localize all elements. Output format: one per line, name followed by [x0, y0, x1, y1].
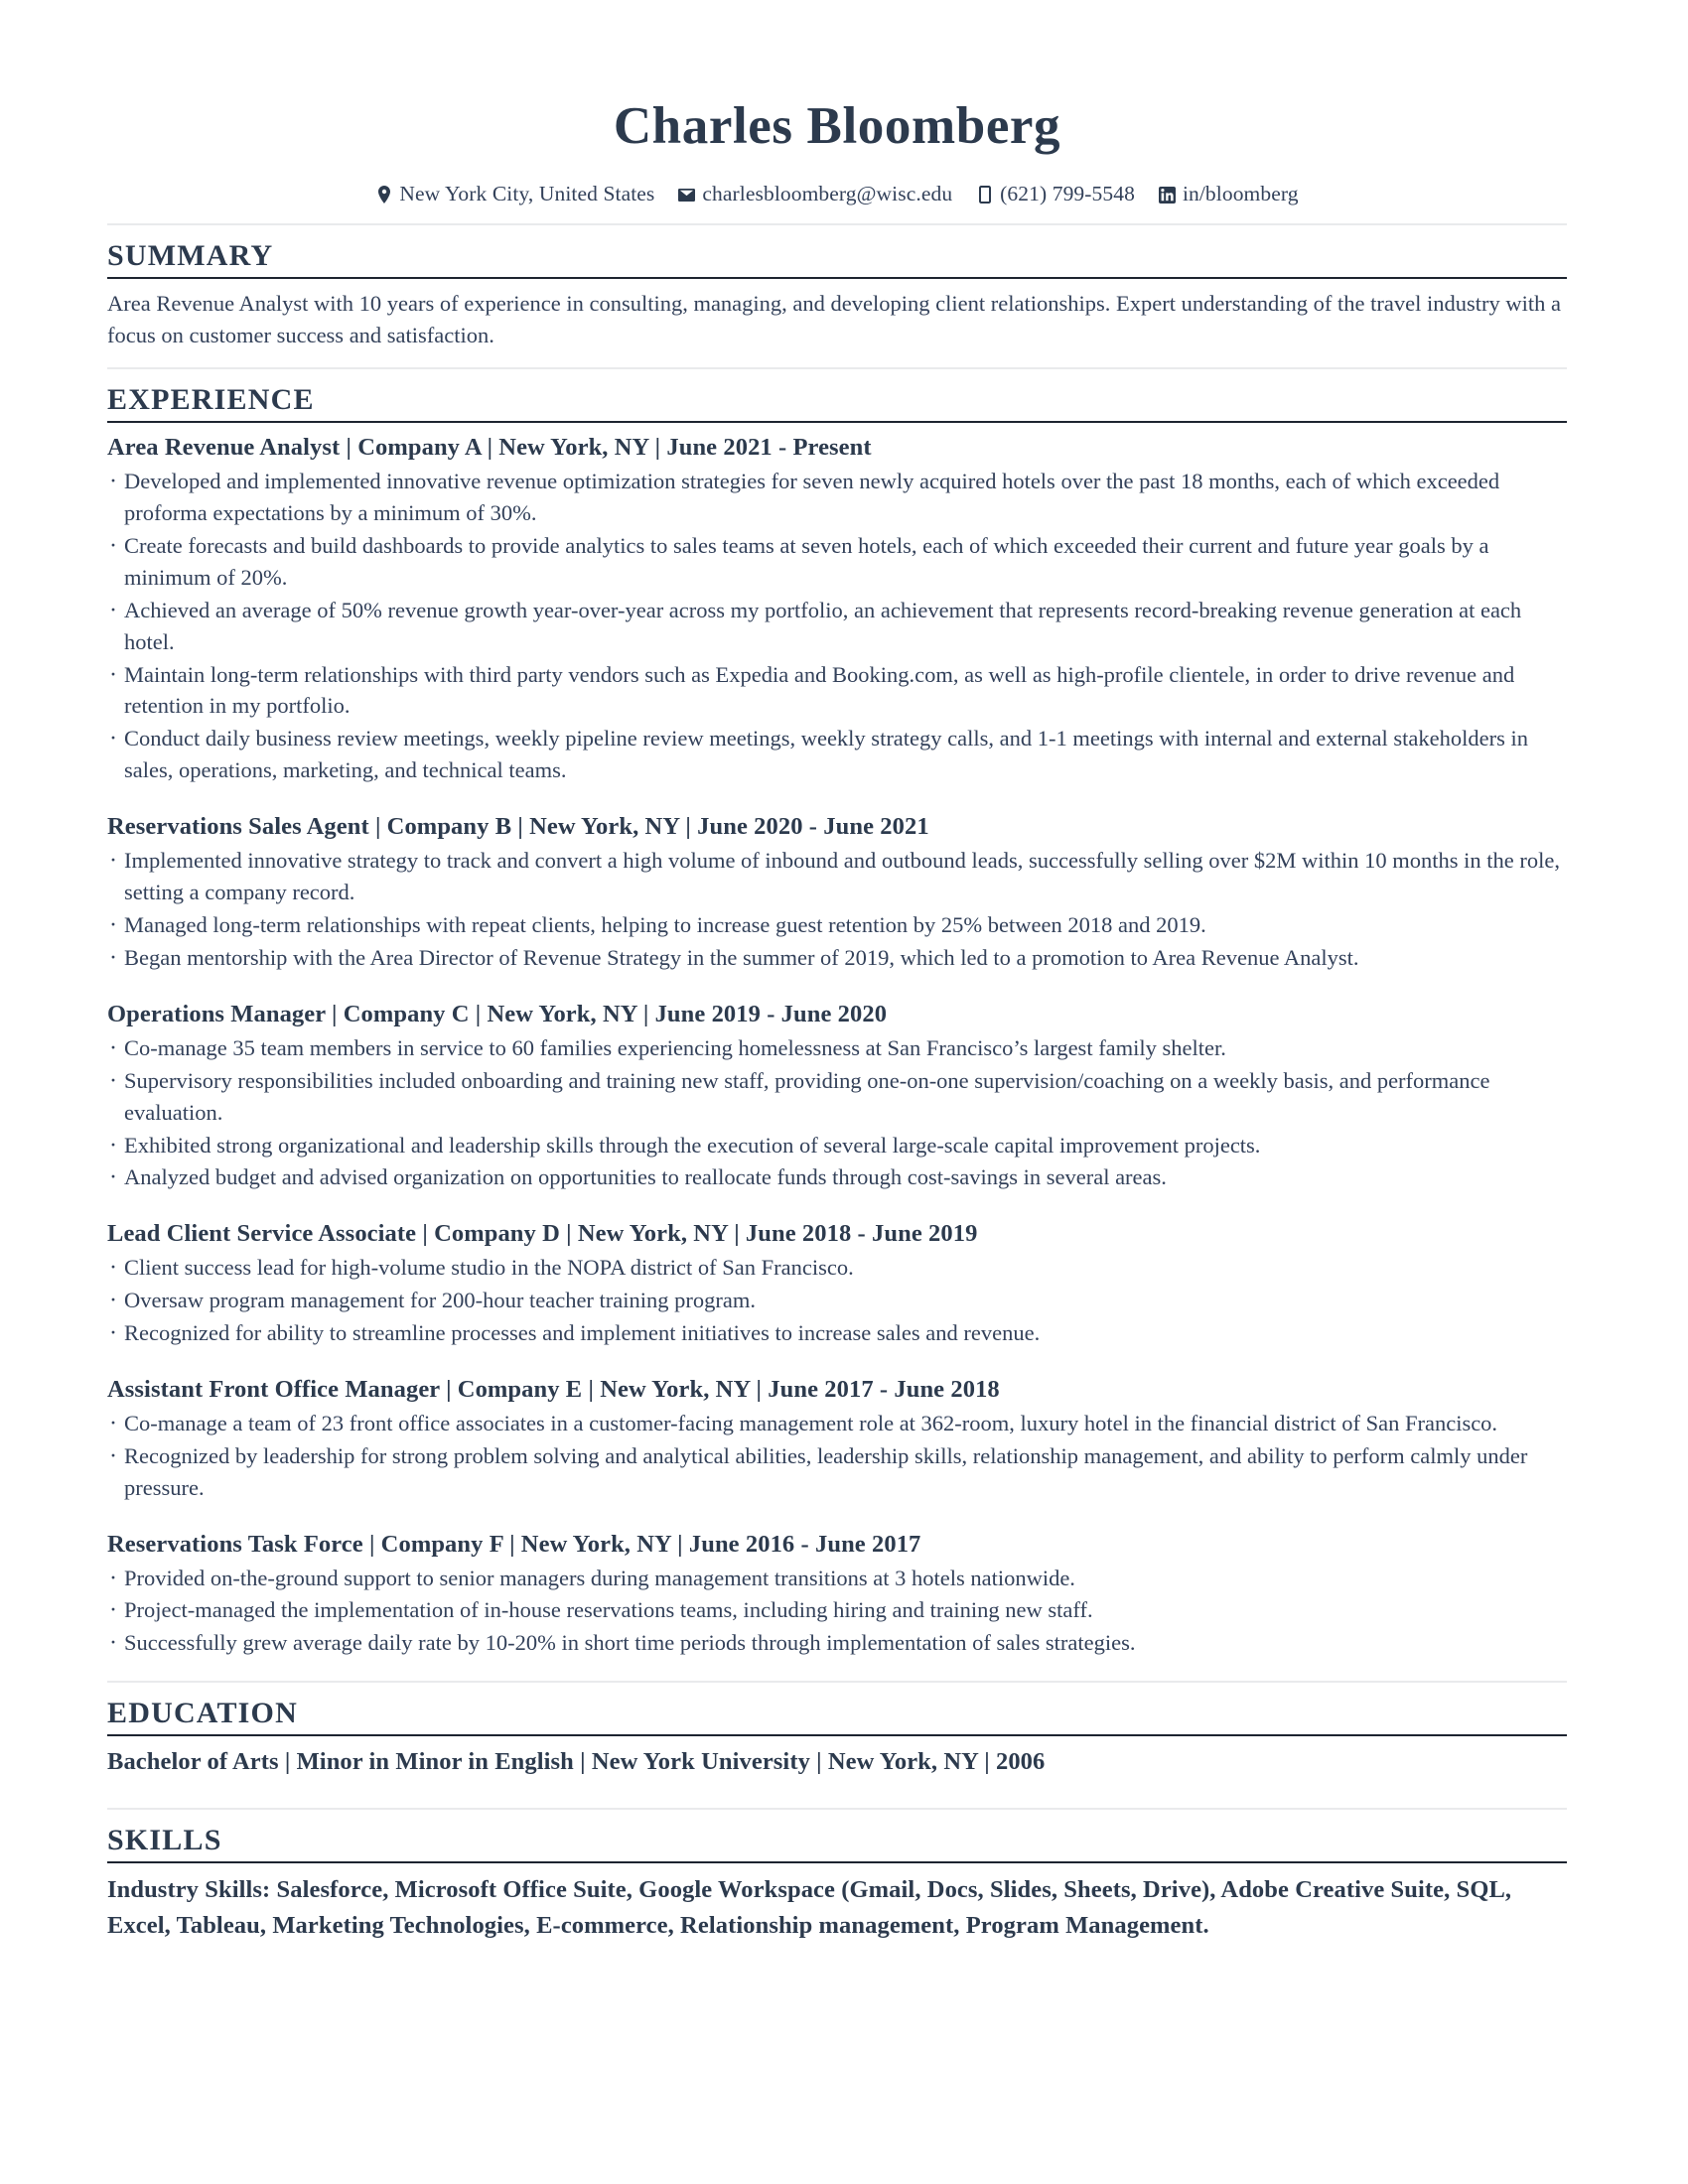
job-bullet: · Recognized by leadership for strong problem solving and analytical abilities, leadership skills, relationship management, and ability to perform calmly under pressure.	[107, 1440, 1567, 1504]
job-bullet-list	[107, 1408, 1567, 1504]
job-bullet: · Create forecasts and build dashboards to provide analytics to sales teams at seven hotels, each of which exceeded their current and future year goals by a minimum of 20%.	[107, 530, 1567, 594]
contact-email	[678, 182, 952, 207]
experience-entry	[107, 811, 1567, 974]
job-bullet: · Analyzed budget and advised organization on opportunities to reallocate funds through cost-savings in several areas.	[107, 1161, 1567, 1193]
job-bullet: · Successfully grew average daily rate by 10-20% in short time periods through implementation of sales strategies.	[107, 1627, 1567, 1659]
section-top-divider	[107, 367, 1567, 369]
contact-linkedin-text: in/bloomberg	[1182, 182, 1299, 206]
job-bullet: · Supervisory responsibilities included onboarding and training new staff, providing one-on-one supervision/coaching on a weekly basis, and performance evaluation.	[107, 1065, 1567, 1129]
page-title: Charles Bloomberg	[613, 97, 1061, 155]
job-bullet: · Began mentorship with the Area Director of Revenue Strategy in the summer of 2019, which led to a promotion to Area Revenue Analyst.	[107, 942, 1567, 974]
job-heading: Assistant Front Office Manager | Company E | New York, NY | June 2017 - June 2018	[107, 1376, 1000, 1404]
section-experience	[107, 367, 1567, 1659]
job-bullet-list	[107, 1252, 1567, 1349]
contact-row	[107, 182, 1567, 207]
experience-entry	[107, 1374, 1567, 1504]
job-bullet-list	[107, 466, 1567, 786]
mobile-phone-icon	[976, 186, 993, 205]
section-skills	[107, 1808, 1567, 1944]
job-bullet: · Managed long-term relationships with repeat clients, helping to increase guest retention by 25% between 2018 and 2019.	[107, 909, 1567, 941]
job-bullet: · Conduct daily business review meetings, weekly pipeline review meetings, weekly strategy calls, and 1-1 meetings with internal and external stakeholders in sales, operations, marketing, and technical teams.	[107, 723, 1567, 786]
skills-text: Industry Skills: Salesforce, Microsoft Office Suite, Google Workspace (Gmail, Docs, Slides, Sheets, Drive), Adobe Creative Suite, SQL, Excel, Tableau, Marketing Technologies, E-commerce, Relationship management, Program Management.	[107, 1876, 1512, 1940]
education-entry: Bachelor of Arts | Minor in Minor in English | New York University | New York, NY | 2006	[107, 1748, 1046, 1776]
section-title-education: EDUCATION	[107, 1697, 298, 1730]
job-bullet: · Provided on-the-ground support to senior managers during management transitions at 3 hotels nationwide.	[107, 1563, 1567, 1594]
section-title-experience: EXPERIENCE	[107, 383, 315, 417]
job-bullet-list	[107, 1032, 1567, 1194]
job-heading: Reservations Sales Agent | Company B | New York, NY | June 2020 - June 2021	[107, 813, 929, 841]
section-top-divider	[107, 223, 1567, 225]
experience-entry	[107, 1529, 1567, 1660]
job-bullet: · Achieved an average of 50% revenue growth year-over-year across my portfolio, an achievement that represents record-breaking revenue generation at each hotel.	[107, 595, 1567, 658]
job-bullet: · Recognized for ability to streamline processes and implement initiatives to increase sales and revenue.	[107, 1317, 1567, 1349]
contact-location-text: New York City, United States	[399, 182, 655, 206]
job-bullet: · Oversaw program management for 200-hour teacher training program.	[107, 1285, 1567, 1316]
location-pin-icon	[375, 186, 392, 205]
experience-entry	[107, 999, 1567, 1194]
job-heading: Lead Client Service Associate | Company D | New York, NY | June 2018 - June 2019	[107, 1220, 978, 1248]
job-bullet: · Developed and implemented innovative revenue optimization strategies for seven newly acquired hotels over the past 18 months, each of which exceeded proforma expectations by a minimum of 30%.	[107, 466, 1567, 529]
section-underline	[107, 1861, 1567, 1863]
contact-phone-text: (621) 799-5548	[1000, 182, 1135, 206]
section-underline	[107, 421, 1567, 423]
contact-phone	[976, 182, 1135, 207]
experience-entry	[107, 1218, 1567, 1349]
job-bullet-list	[107, 1563, 1567, 1660]
job-heading: Reservations Task Force | Company F | New York, NY | June 2016 - June 2017	[107, 1530, 921, 1558]
contact-linkedin	[1159, 182, 1299, 207]
section-top-divider	[107, 1808, 1567, 1810]
job-heading: Operations Manager | Company C | New York, NY | June 2019 - June 2020	[107, 1000, 888, 1027]
section-top-divider	[107, 1681, 1567, 1683]
contact-location	[375, 182, 654, 207]
job-heading: Area Revenue Analyst | Company A | New York, NY | June 2021 - Present	[107, 434, 872, 462]
contact-email-text: charlesbloomberg@wisc.edu	[702, 182, 953, 206]
job-bullet: · Client success lead for high-volume studio in the NOPA district of San Francisco.	[107, 1252, 1567, 1284]
job-bullet: · Project-managed the implementation of in-house reservations teams, including hiring and training new staff.	[107, 1594, 1567, 1626]
job-bullet: · Co-manage a team of 23 front office associates in a customer-facing management role at 362-room, luxury hotel in the financial district of San Francisco.	[107, 1408, 1567, 1439]
job-bullet-list	[107, 845, 1567, 974]
job-bullet: · Co-manage 35 team members in service to 60 families experiencing homelessness at San Francisco’s largest family shelter.	[107, 1032, 1567, 1064]
experience-entry	[107, 432, 1567, 786]
section-summary	[107, 223, 1567, 351]
job-bullet: · Implemented innovative strategy to track and convert a high volume of inbound and outbound leads, successfully selling over $2M within 10 months in the role, setting a company record.	[107, 845, 1567, 908]
section-title-summary: SUMMARY	[107, 239, 274, 273]
section-title-skills: SKILLS	[107, 1824, 222, 1857]
job-bullet: · Maintain long-term relationships with third party vendors such as Expedia and Booking.com, as well as high-profile clientele, in order to drive revenue and retention in my portfolio.	[107, 659, 1567, 723]
envelope-icon	[678, 186, 695, 205]
linkedin-icon	[1159, 186, 1176, 205]
section-underline	[107, 277, 1567, 279]
job-bullet: · Exhibited strong organizational and leadership skills through the execution of several large-scale capital improvement projects.	[107, 1130, 1567, 1161]
section-underline	[107, 1734, 1567, 1736]
section-education	[107, 1681, 1567, 1786]
summary-text: Area Revenue Analyst with 10 years of experience in consulting, managing, and developing client relationships. Expert understanding of the travel industry with a focus on customer success and satisfaction.	[107, 291, 1561, 348]
